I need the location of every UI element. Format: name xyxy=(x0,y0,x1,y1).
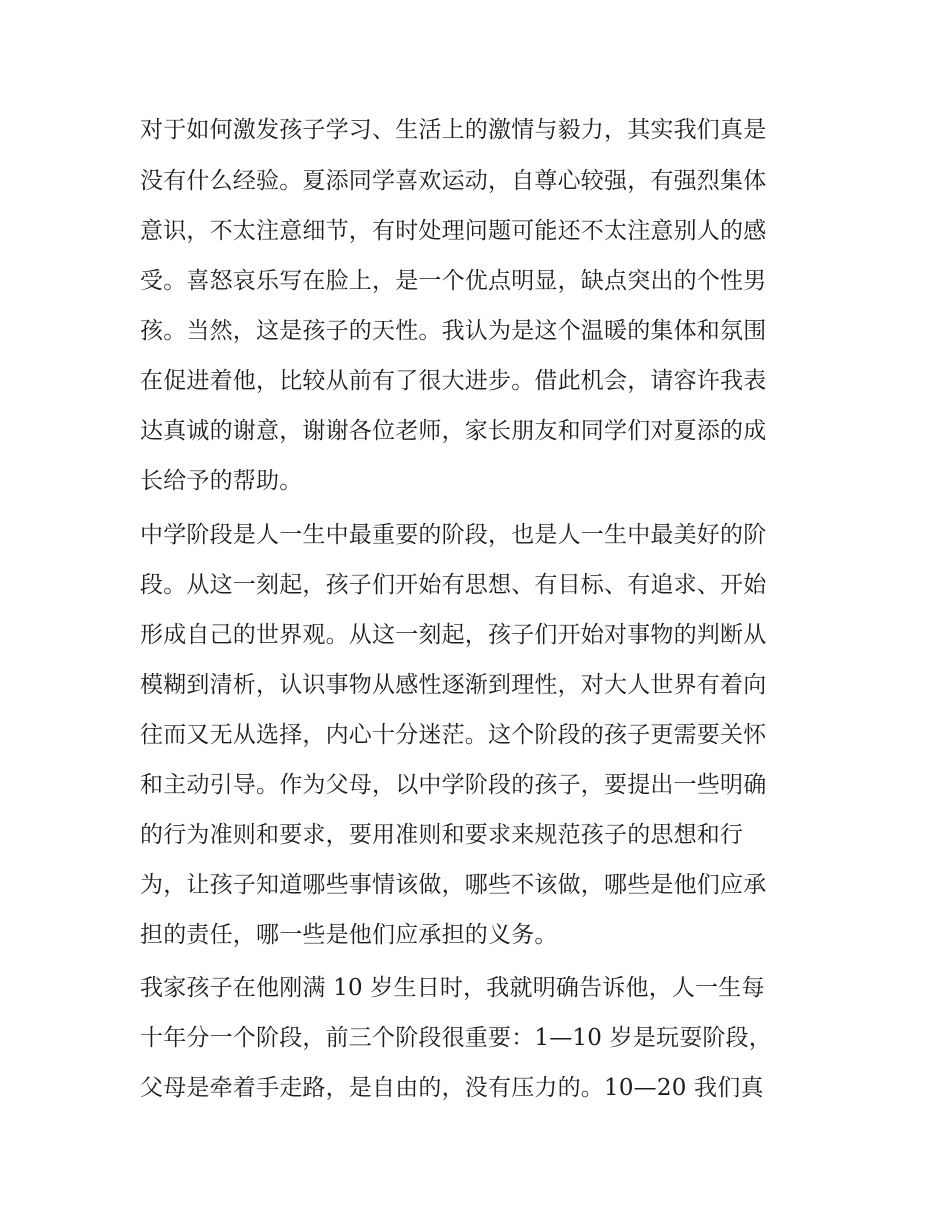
text-line: 意识，不太注意细节，有时处理问题可能还不太注意别人的感 xyxy=(140,218,767,244)
text-line: 段。从这一刻起，孩子们开始有思想、有目标、有追求、开始 xyxy=(140,572,767,598)
text-line: 受。喜怒哀乐写在脸上，是一个优点明显，缺点突出的个性男 xyxy=(140,268,767,294)
text-line: 没有什么经验。夏添同学喜欢运动，自尊心较强，有强烈集体 xyxy=(140,168,767,194)
text-line: 为，让孩子知道哪些事情该做，哪些不该做，哪些是他们应承 xyxy=(140,872,767,898)
text-line: 孩。当然，这是孩子的天性。我认为是这个温暖的集体和氛围 xyxy=(140,318,767,344)
text-line: 父母是牵着手走路，是自由的，没有压力的。10—20 我们真 xyxy=(140,1075,764,1101)
text-line: 中学阶段是人一生中最重要的阶段，也是人一生中最美好的阶 xyxy=(140,522,767,548)
text-line: 十年分一个阶段，前三个阶段很重要：1—10 岁是玩耍阶段， xyxy=(140,1025,773,1051)
text-line: 模糊到清析，认识事物从感性逐渐到理性，对大人世界有着向 xyxy=(140,672,767,698)
text-line: 达真诚的谢意，谢谢各位老师，家长朋友和同学们对夏添的成 xyxy=(140,418,767,444)
text-line: 对于如何激发孩子学习、生活上的激情与毅力，其实我们真是 xyxy=(140,117,767,143)
text-line: 在促进着他，比较从前有了很大进步。借此机会，请容许我表 xyxy=(140,368,767,394)
text-line: 长给予的帮助。 xyxy=(140,468,303,494)
text-line: 的行为准则和要求，要用准则和要求来规范孩子的思想和行 xyxy=(140,822,744,848)
text-line: 和主动引导。作为父母，以中学阶段的孩子，要提出一些明确 xyxy=(140,772,767,798)
text-line: 形成自己的世界观。从这一刻起，孩子们开始对事物的判断从 xyxy=(140,622,767,648)
text-line: 担的责任，哪一些是他们应承担的义务。 xyxy=(140,922,558,948)
text-line: 往而又无从选择，内心十分迷茫。这个阶段的孩子更需要关怀 xyxy=(140,722,767,748)
text-line: 我家孩子在他刚满 10 岁生日时，我就明确告诉他，人一生每 xyxy=(140,975,765,1001)
